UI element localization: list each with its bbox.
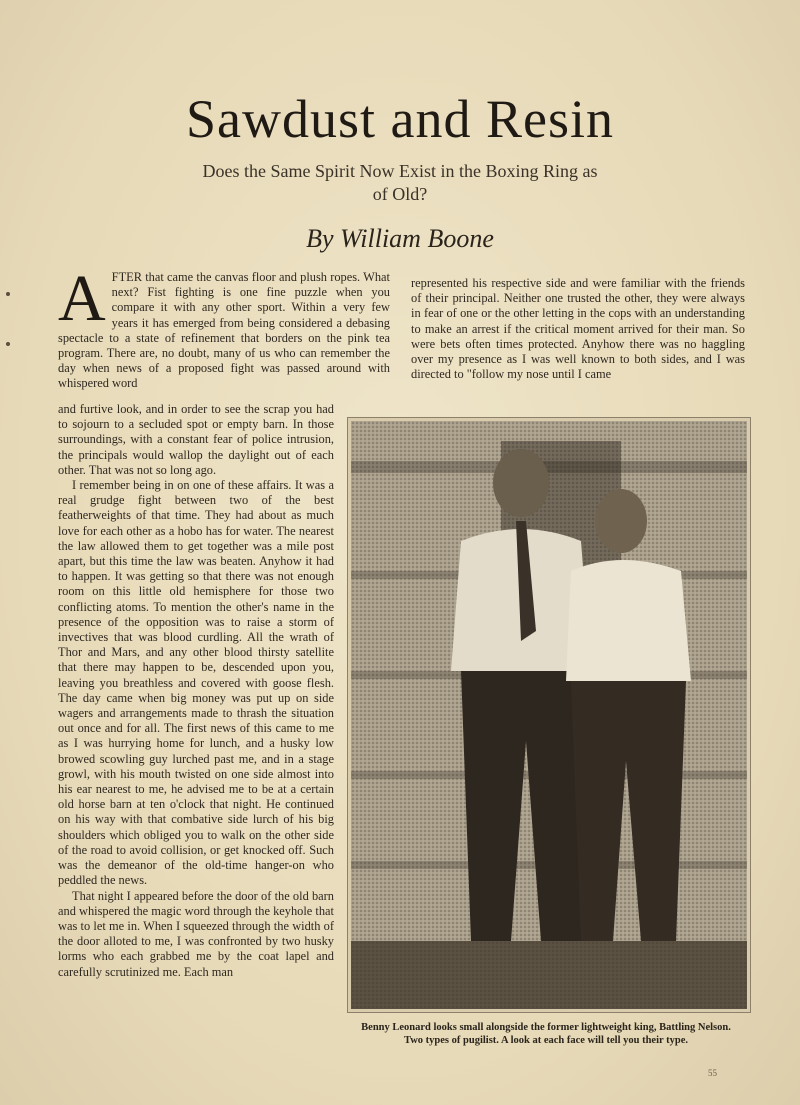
- paragraph-continued: and furtive look, and in order to see the scrap you had to sojourn to a secluded spot or empty barn. In those surroundings, with a constant fear of police intrusion, the principals would wallop the daylight out of each other. That was not so long ago.: [58, 402, 334, 477]
- left-column-top: [58, 262, 390, 392]
- opening-paragraph: [58, 262, 390, 392]
- photo-illustration: [351, 421, 747, 1009]
- drop-cap: A: [58, 262, 106, 335]
- margin-mark: [6, 292, 10, 296]
- article-title: Sawdust and Resin: [186, 89, 614, 149]
- article-subtitle: Does the Same Spirit Now Exist in the Boxing Ring as of Old?: [202, 161, 598, 204]
- paragraph: I remember being in on one of these affairs. It was a real grudge fight between two of the best featherweights of that time. They had about as much love for each other as a hobo has for water. The nearest the law allowed them to get together was a mile post apart, but this time the law was beaten. Anyhow it had to happen. It was getting so that there was not enough room on this little old hemisphere for those two conflicting atoms. To mention the other's name in the presence of the opposition was to raise a storm of invectives that was blood curdling. All the wrath of Thor and Mars, and any other blood thirsty satellite that there may happen to be, descended upon you, leaving you breathless and covered with goose flesh. The day came when big money was put up on side wagers and arrangements made to thrash the situation out once and for all. The first news of this came to me as I was hurrying home for lunch, and a husky low browed scowling guy lurched past me, and in a stage growl, with his mouth twisted on one side almost into his ear nearest to me, he advised me to be at a certain old horse barn at ten o'clock that night. He continued on his way with that combative side lurch of his big shoulders which obliged you to walk on the other side of the road to avoid collision, or get knocked off. Such was the demeanor of the old-time hanger-on who peddled the news.: [58, 478, 334, 888]
- paragraph: That night I appeared before the door of the old barn and whispered the magic word through the keyhole that was to let me in. When I squeezed through the width of the door alloted to me, I was confronted by two husky lorms who each grabbed me by the coat lapel and carefully scrutinized me. Each man: [58, 888, 334, 979]
- opening-text: FTER that came the canvas floor and plush ropes. What next? Fist fighting is one fine puzzle when you compare it with any other sport. Within a very few years it has emerged from being considered a debasing spectacle to a state of refinement that borders on the pink tea program. There are, no doubt, many of us who can remember the day when news of a proposed fight was passed around with whispered word: [58, 270, 390, 391]
- photo-caption: Benny Leonard looks small alongside the former lightweight king, Battling Nelson. Two types of pugilist. A look at each face will tell you their type.: [361, 1022, 731, 1046]
- right-column-top: [411, 276, 745, 382]
- margin-mark: [6, 342, 10, 346]
- article-byline: By William Boone: [306, 224, 494, 253]
- page-number: 55: [708, 1068, 717, 1078]
- paragraph: represented his respective side and were familiar with the friends of their principal. Neither one trusted the other, they were always in fear of one or the other letting in the cops with an understanding to make an arrest if the critical moment arrived for their man. So were bets often times protected. Anyhow there was no haggling over my presence as I was well known to both sides, and I was directed to "follow my nose until I came: [411, 276, 745, 382]
- left-column-body: [58, 402, 334, 980]
- halftone-photo: [348, 418, 750, 1012]
